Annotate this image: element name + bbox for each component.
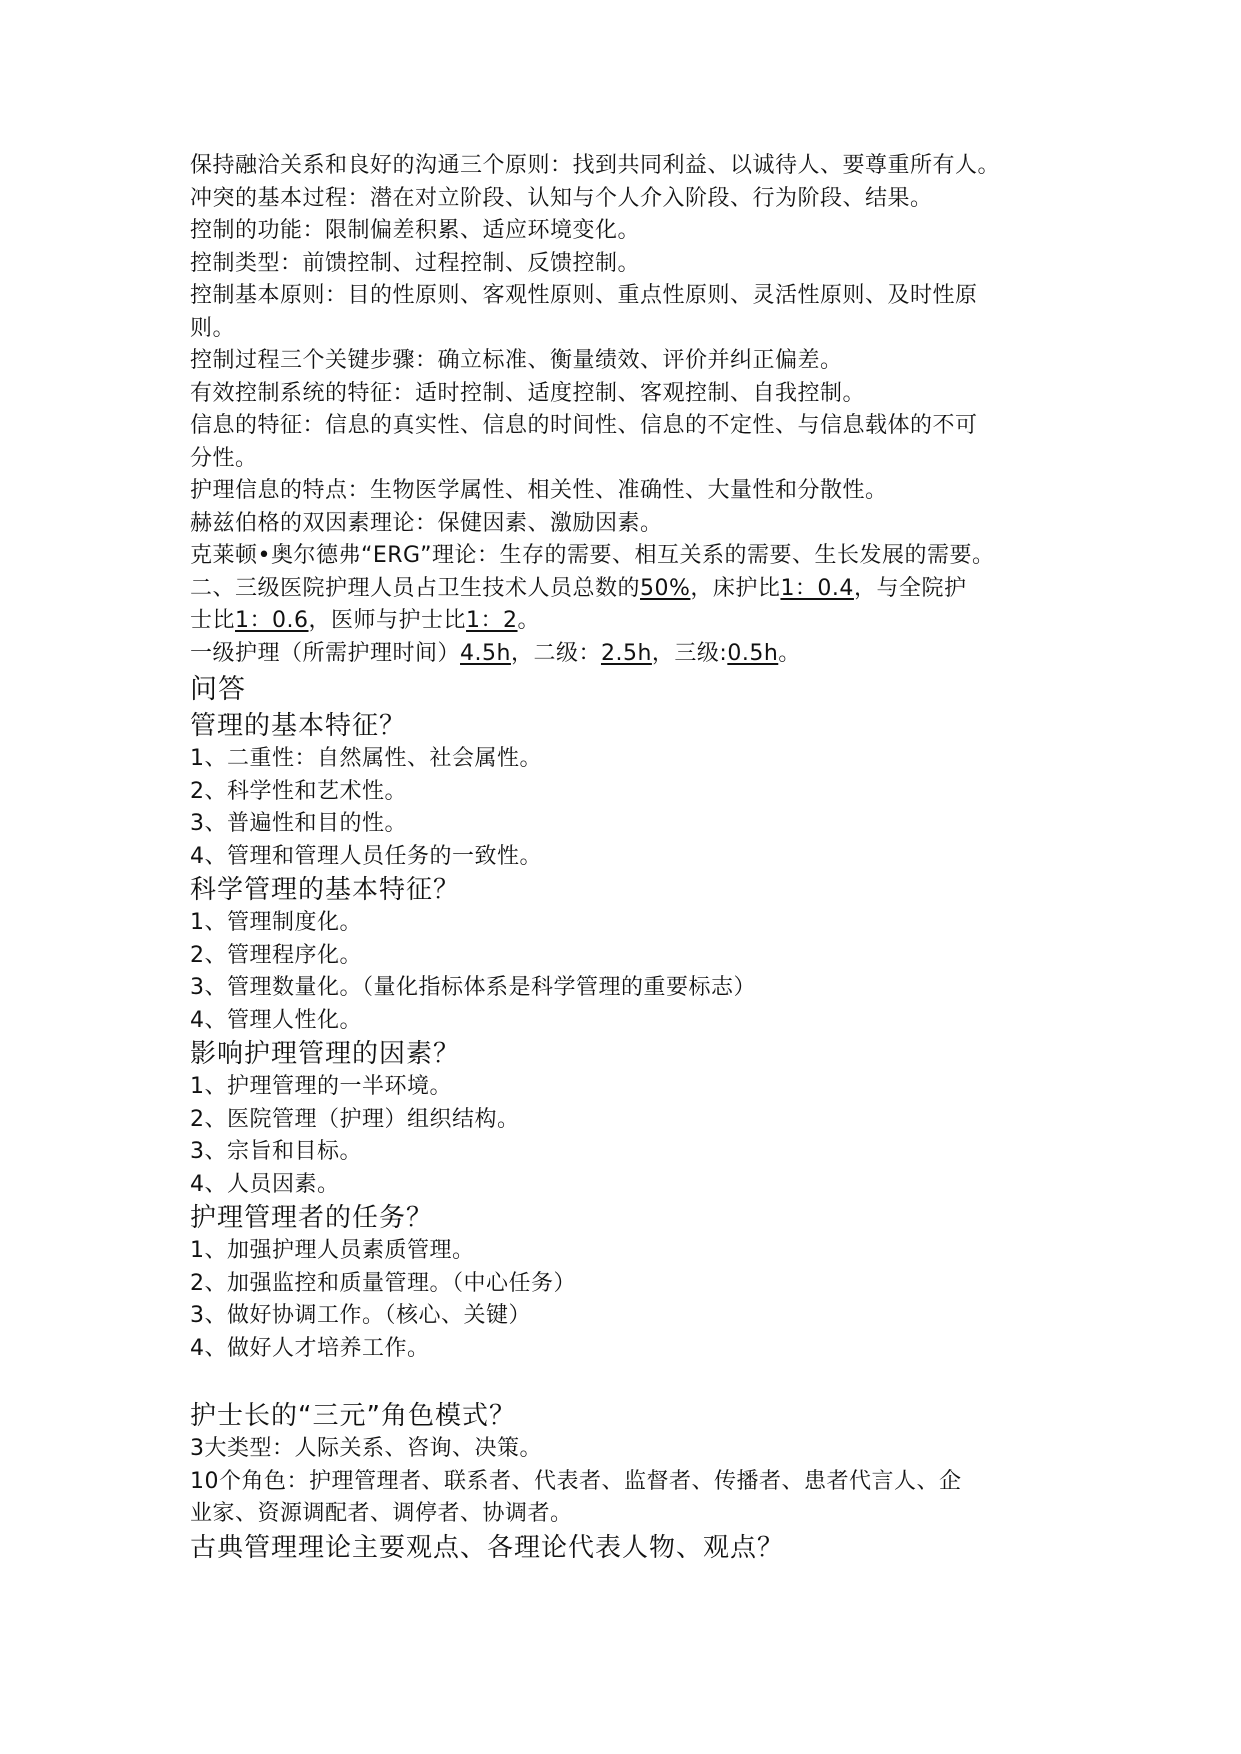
question-heading: 管理的基本特征？ (190, 711, 407, 741)
text-line: 有效控制系统的特征：适时控制、适度控制、客观控制、自我控制。 (190, 380, 866, 406)
answer-item: 10个角色：护理管理者、联系者、代表者、监督者、传播者、患者代言人、企 (190, 1468, 962, 1494)
answer-item: 3、宗旨和目标。 (190, 1139, 362, 1164)
question-heading: 古典管理理论主要观点、各理论代表人物、观点？ (190, 1532, 785, 1563)
question-heading: 影响护理管理的因素？ (190, 1039, 461, 1069)
all-staff-ratio: 1：0.6 (235, 608, 309, 633)
bed-nurse-ratio: 1：0.4 (780, 575, 854, 601)
answer-item: 4、做好人才培养工作。 (190, 1335, 430, 1361)
answer-item: 3、做好协调工作。（核心、关键） (190, 1303, 531, 1328)
question-heading: 护士长的“三元”角色模式？ (190, 1401, 516, 1431)
text-line: 控制基本原则：目的性原则、客观性原则、重点性原则、灵活性原则、及时性原 (190, 283, 978, 308)
text-line: 控制过程三个关键步骤：确立标准、衡量绩效、评价并纠正偏差。 (190, 348, 843, 373)
question-heading: 护理管理者的任务？ (190, 1203, 434, 1233)
care-text: ，三级: (651, 640, 728, 666)
text-line: 克莱顿•奥尔德弗“ERG”理论：生存的需要、相互关系的需要、生长发展的需要。 (190, 543, 995, 568)
section-heading: 问答 (190, 674, 246, 705)
text-line: 赫兹伯格的双因素理论：保健因素、激励因素。 (190, 510, 663, 536)
care-text: 一级护理（所需护理时间） (190, 640, 461, 666)
answer-item: 1、护理管理的一半环境。 (190, 1074, 452, 1099)
text-line: 分性。 (190, 445, 258, 471)
care-time-level-2: 2.5h (600, 640, 652, 666)
answer-item: 业家、资源调配者、调停者、协调者。 (190, 1501, 573, 1526)
answer-item: 2、科学性和艺术性。 (190, 778, 407, 804)
text-line: 冲突的基本过程：潜在对立阶段、认知与个人介入阶段、行为阶段、结果。 (190, 185, 933, 211)
document-page (190, 150, 1070, 1565)
text-line: 控制的功能：限制偏差积累、适应环境变化。 (190, 218, 641, 243)
care-time-line (190, 638, 1070, 671)
staff-ratio-line-2 (190, 605, 1070, 638)
answer-item: 2、加强监控和质量管理。（中心任务） (190, 1270, 576, 1296)
answer-item: 4、人员因素。 (190, 1171, 340, 1197)
answer-item: 2、医院管理（护理）组织结构。 (190, 1106, 520, 1132)
answer-item: 4、管理和管理人员任务的一致性。 (190, 843, 542, 869)
answer-item: 3大类型：人际关系、咨询、决策。 (190, 1436, 542, 1461)
answer-item: 1、管理制度化。 (190, 910, 362, 935)
answer-item: 2、管理程序化。 (190, 942, 362, 968)
text-line: 信息的特征：信息的真实性、信息的时间性、信息的不定性、与信息载体的不可 (190, 413, 978, 438)
staff-ratio-line-1 (190, 573, 1070, 606)
text-line: 控制类型：前馈控制、过程控制、反馈控制。 (190, 250, 641, 276)
question-heading: 科学管理的基本特征？ (190, 875, 461, 905)
staff-text: 二、三级医院护理人员占卫生技术人员总数的 (190, 575, 641, 601)
doctor-nurse-ratio: 1：2 (466, 608, 518, 633)
staff-percentage: 50% (640, 575, 691, 601)
care-text: 。 (778, 640, 801, 666)
answer-item: 4、管理人性化。 (190, 1007, 362, 1033)
answer-item: 3、普遍性和目的性。 (190, 811, 407, 836)
staff-text: ，床护比 (690, 575, 781, 601)
care-time-level-3: 0.5h (727, 640, 779, 666)
care-time-level-1: 4.5h (460, 640, 511, 666)
staff-text: ，医师与护士比 (308, 608, 467, 633)
answer-item: 3、管理数量化。（量化指标体系是科学管理的重要标志） (190, 975, 756, 1000)
staff-text: 士比 (190, 608, 236, 633)
staff-text: 。 (517, 608, 541, 633)
answer-item: 1、二重性：自然属性、社会属性。 (190, 746, 542, 771)
care-text: ，二级： (510, 640, 601, 666)
staff-text: ，与全院护 (853, 575, 967, 601)
blank-line (190, 1365, 1070, 1399)
text-line: 保持融洽关系和良好的沟通三个原则：找到共同利益、以诚待人、要尊重所有人。 (190, 153, 1001, 178)
text-line: 护理信息的特点：生物医学属性、相关性、准确性、大量性和分散性。 (190, 478, 888, 503)
answer-item: 1、加强护理人员素质管理。 (190, 1238, 475, 1263)
text-line: 则。 (190, 315, 236, 341)
